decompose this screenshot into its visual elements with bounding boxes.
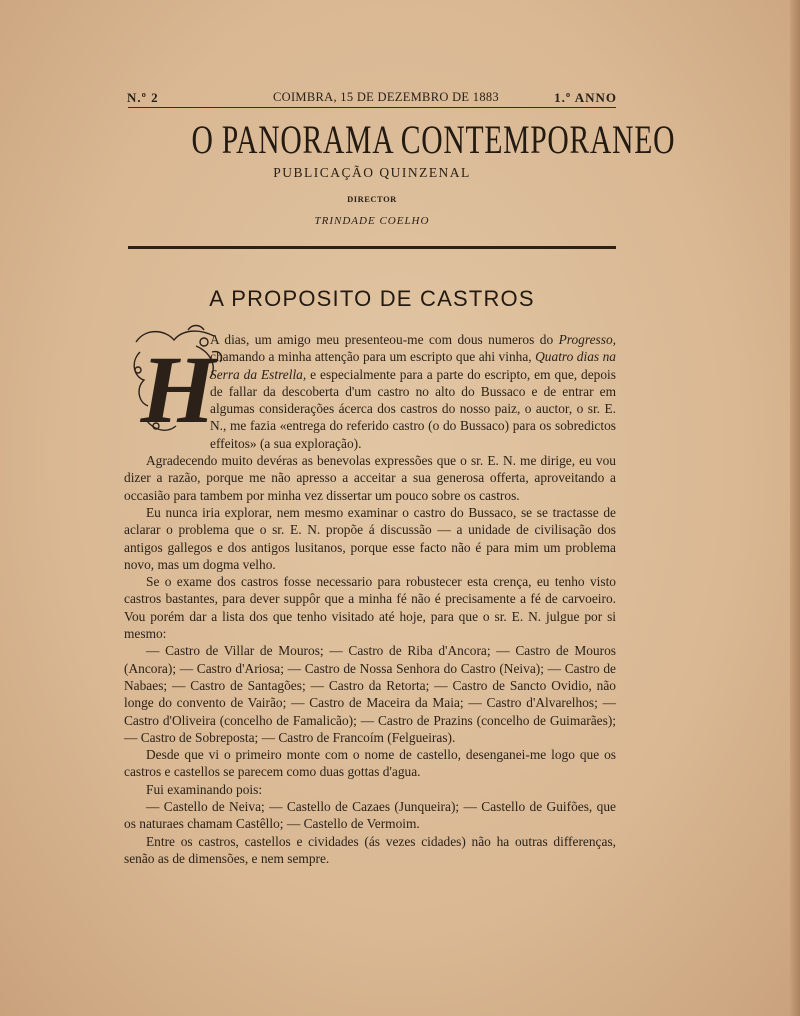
header-rule — [128, 107, 616, 108]
paragraph-3: Eu nunca iria explorar, nem mesmo examinar o castro do Bussaco, se se tractasse de aclarar o problema que o sr. E. N. propõe á discussão — a unidade de civilisação dos antigos gallegos e dos antigos lusitanos, porque esse facto não é para mim um problema novo, mas um dogma velho. — [124, 504, 616, 572]
castros-list: — Castro de Villar de Mouros; — Castro de Riba d'Ancora; — Castro de Mouros (Ancora); — Castro d'Ariosa; — Castro de Nossa Senhora do Castro (Neiva); — Castro de Nabaes; — Castro de Santagões; — Castro da Retorta; — Castro de Sancto Ovidio, não longe do convento de Vairão; — Castro de Maceira da Maia; — Castro d'Alvarelhos; — Castro d'Oliveira (concelho de Famalicão); — Castro de Prazins (concelho de Guimarães); — Castro de Sobreposta; — Castro de Francoím (Felgueiras). — [124, 643, 616, 745]
drop-cap-space — [124, 331, 210, 443]
drop-cap-letter: H — [140, 336, 216, 440]
issue-date: COIMBRA, 15 DE DEZEMBRO DE 1883 — [273, 90, 499, 104]
newspaper-title: O PANORAMA CONTEMPORANEO — [191, 117, 676, 162]
masthead-header-line — [125, 90, 617, 106]
paragraph-7: Fui examinando pois: — [146, 781, 263, 797]
page-edge — [790, 0, 800, 1016]
newspaper-subtitle: PUBLICAÇÃO QUINZENAL — [273, 165, 471, 180]
issue-year: 1.º ANNO — [554, 90, 617, 105]
issue-number: N.º 2 — [127, 90, 159, 105]
article-body — [124, 331, 616, 867]
castellos-list: — Castello de Neiva; — Castello de Cazaes (Junqueira); — Castello de Guifões, que os naturaes chamam Castêllo; — Castello de Vermoim. — [124, 799, 616, 832]
director-name: TRINDADE COELHO — [314, 215, 430, 227]
paragraph-9: Entre os castros, castellos e cividades (ás vezes cidades) não ha outras differenças, senão as de dimensões, e nem sempre. — [124, 833, 616, 866]
masthead-rule — [128, 246, 616, 249]
paragraph-6: Desde que vi o primeiro monte com o nome de castello, desenganei-me logo que os castros e castellos se parecem como duas gottas d'agua. — [124, 747, 616, 780]
director-label: DIRECTOR — [347, 194, 397, 204]
paragraph-1: A dias, um amigo meu presenteou-me com dous numeros do Progresso, chamando a minha attenção para um escripto que ahi vinha, Quatro dias na Serra da Estrella, e especialmente para a parte do escripto, em que, depois de fallar da descoberta d'um castro no alto do Bussaco e de entrar em algumas considerações ácerca dos castros do nosso paiz, o auctor, o sr. E. N., me fazia «entrega do referido castro (o do Bussaco) para os sobredictos effeitos» (a sua exploração). — [124, 331, 616, 452]
paragraph-2: Agradecendo muito devéras as benevolas expressões que o sr. E. N. me dirige, eu vou dizer a razão, porque me não apresso a acceitar a sua generosa offerta, aproveitando a occasião para tambem por minha vez dissertar um pouco sobre os castros. — [124, 453, 616, 503]
article-title: A PROPOSITO DE CASTROS — [209, 286, 535, 311]
paragraph-4: Se o exame dos castros fosse necessario para robustecer esta crença, eu tenho visto castros bastantes, para dever suppôr que a minha fé não é precisamente a fé de carvoeiro. Vou porém dar a lista dos que tenho visitado até hoje, para que o sr. E. N. julgue por si mesmo: — [124, 574, 616, 642]
